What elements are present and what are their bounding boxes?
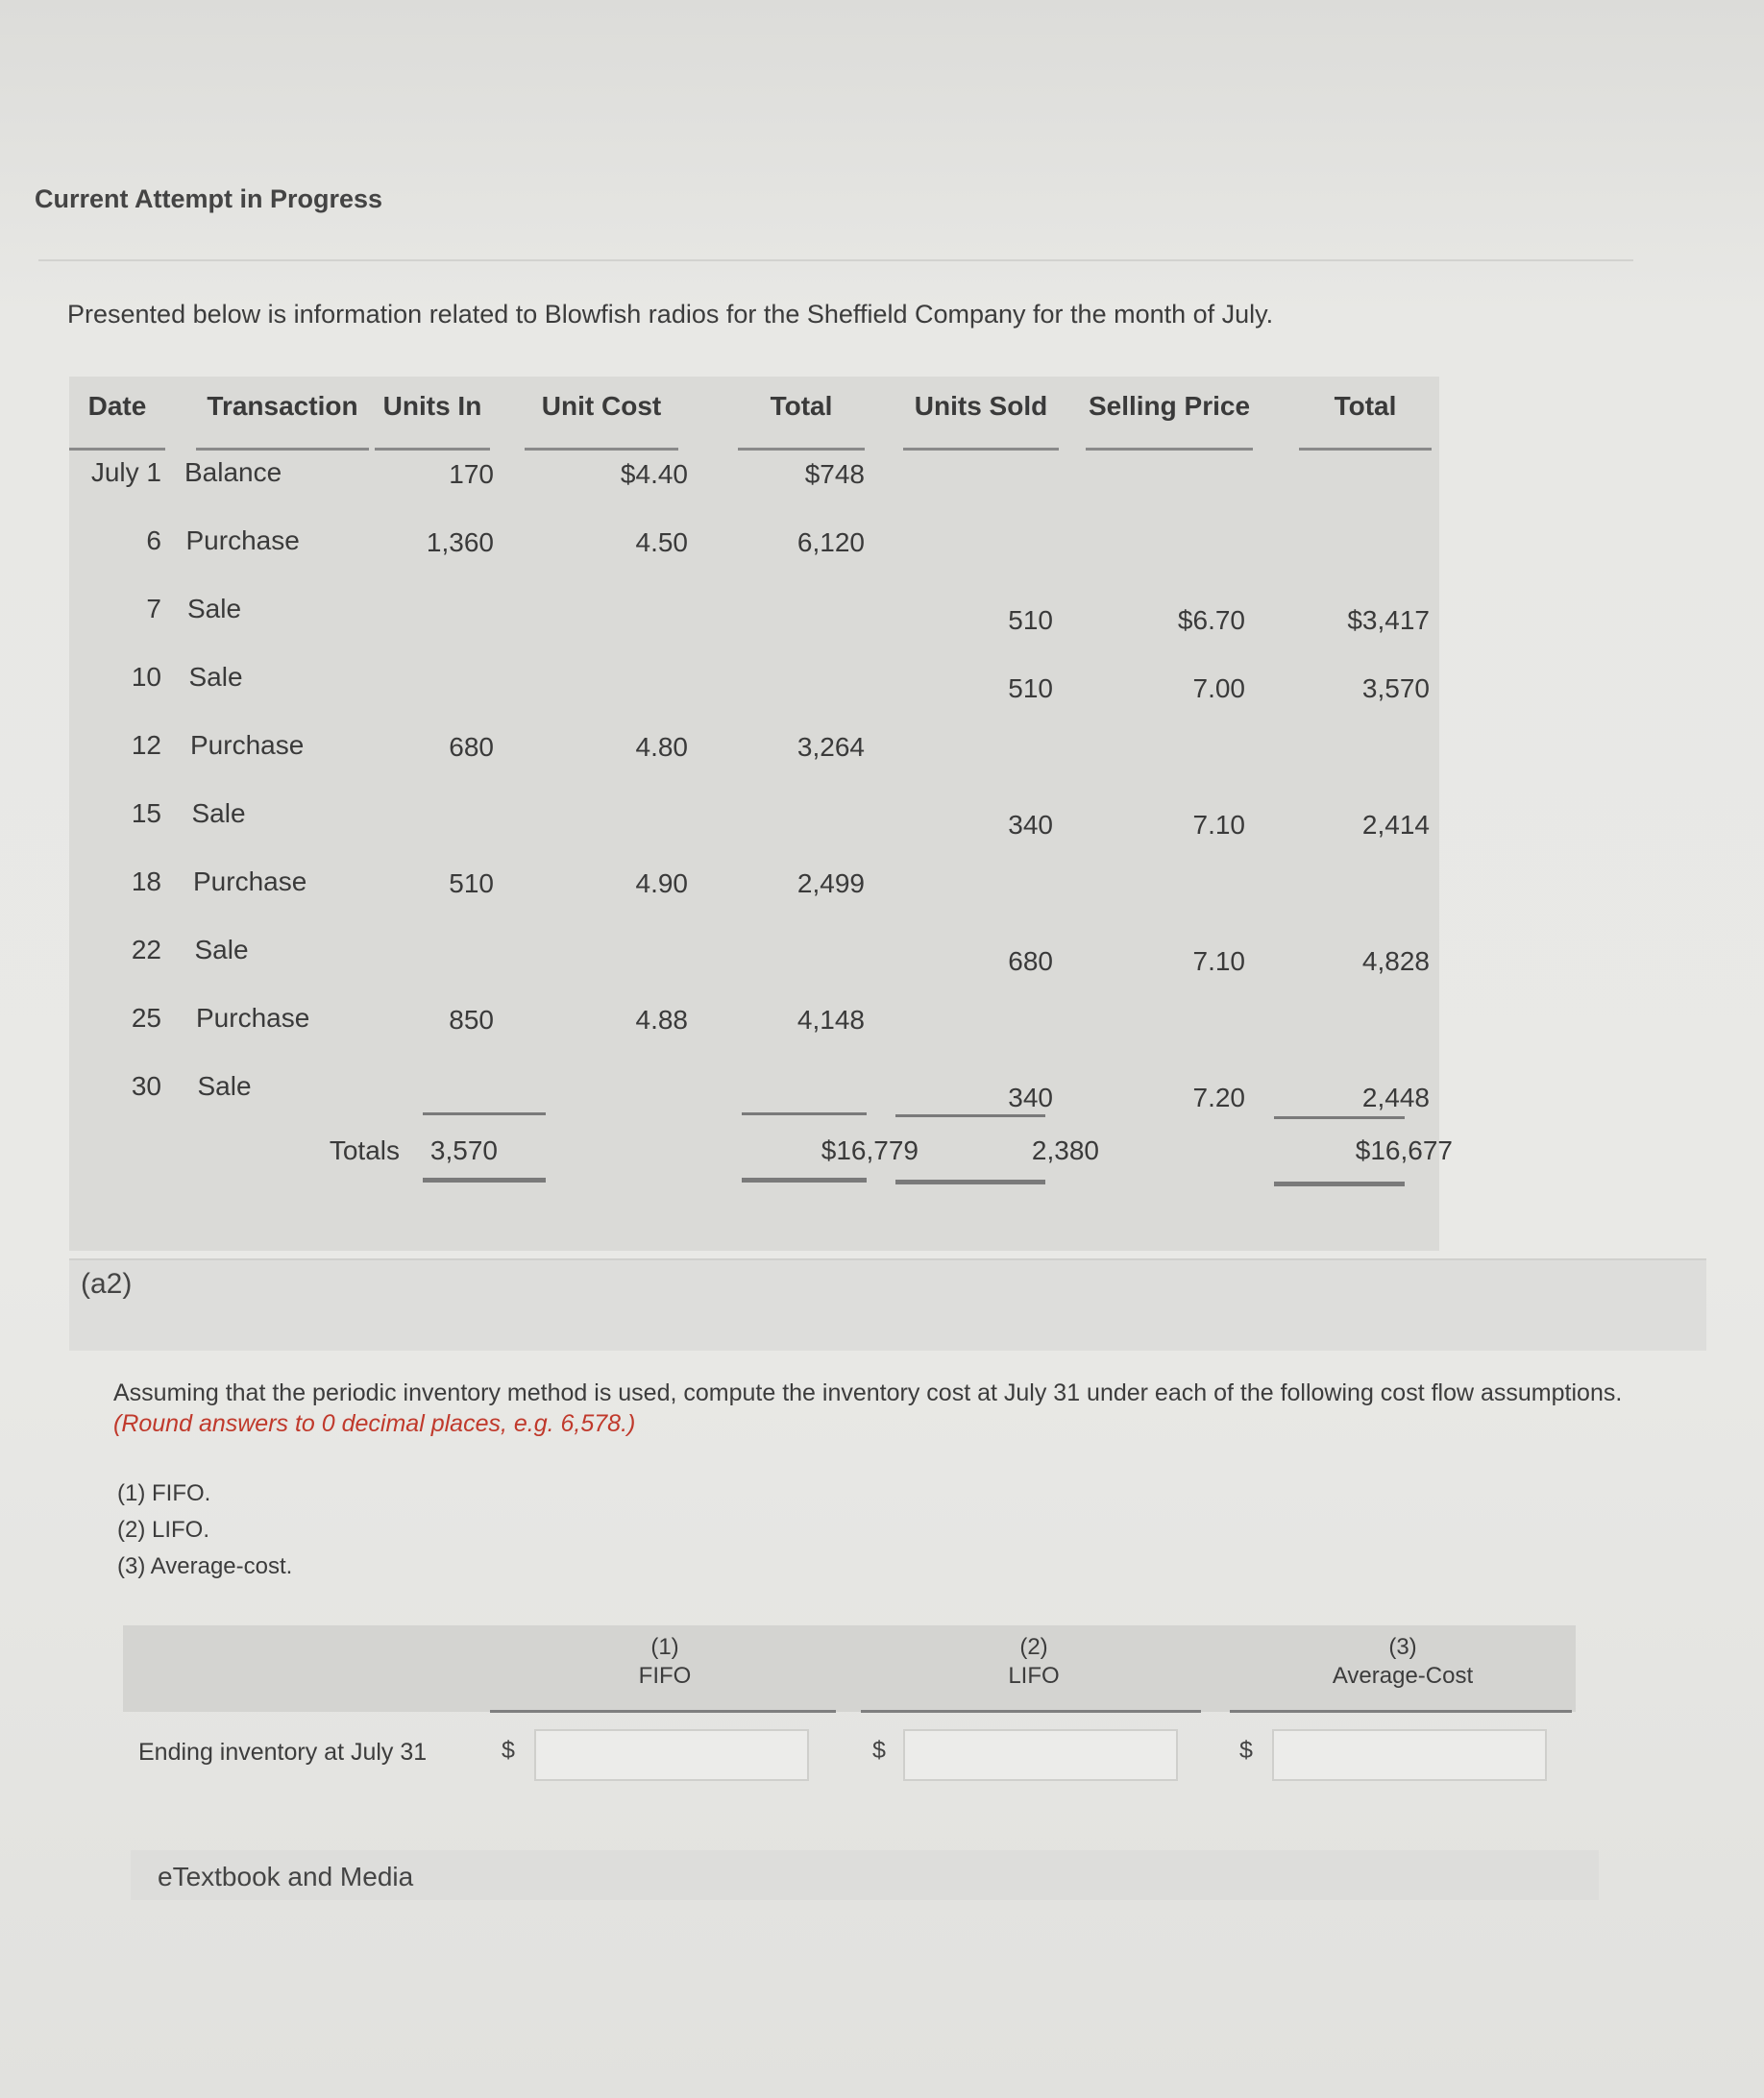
column-number: (1)	[650, 1634, 679, 1660]
currency-symbol: $	[502, 1737, 515, 1764]
cell-total-sales: $3,417	[1347, 605, 1430, 635]
header-units-in: Units In	[375, 377, 490, 451]
header-selling-price: Selling Price	[1086, 377, 1253, 451]
cell-date: 10	[131, 662, 161, 692]
column-underline	[490, 1710, 836, 1713]
cell-transaction: Sale	[191, 798, 246, 828]
total-double-rule	[1274, 1182, 1405, 1186]
problem-intro: Presented below is information related to Blowfish radios for the Sheffield Company for the month of July.	[67, 300, 1274, 329]
cell-units-in: 170	[449, 459, 494, 489]
cell-date: 30	[131, 1071, 161, 1101]
column-name: FIFO	[638, 1663, 692, 1689]
cell-date: 12	[131, 730, 161, 760]
header-transaction: Transaction	[196, 377, 369, 451]
cell-total-cost: 2,499	[796, 868, 865, 898]
cell-transaction: Purchase	[185, 525, 300, 555]
cell-unit-cost: 4.80	[635, 732, 688, 762]
cell-date: 6	[146, 525, 161, 555]
cell-units-sold: 510	[1008, 605, 1053, 635]
lifo-answer-input[interactable]	[903, 1729, 1178, 1781]
cell-total-sales: 2,414	[1361, 810, 1430, 840]
header-unit-cost: Unit Cost	[525, 377, 678, 451]
ending-inventory-label: Ending inventory at July 31	[138, 1739, 428, 1766]
total-rule	[423, 1112, 546, 1115]
total-double-rule	[423, 1178, 546, 1183]
total-units-in: 3,570	[429, 1135, 498, 1165]
cell-selling-price: 7.10	[1192, 946, 1245, 976]
cell-units-sold: 340	[1008, 810, 1053, 840]
method-average: (3) Average-cost.	[117, 1553, 293, 1579]
question-body: Assuming that the periodic inventory method is used, compute the inventory cost at July 31 under each of the following cost flow assumptions.	[113, 1379, 1623, 1406]
etextbook-link[interactable]	[131, 1850, 1599, 1900]
cell-date: 7	[146, 594, 161, 623]
etextbook-label: eTextbook and Media	[158, 1862, 414, 1891]
cell-units-in: 680	[449, 732, 494, 762]
cell-units-sold: 680	[1008, 946, 1053, 976]
cell-units-in: 1,360	[426, 527, 494, 557]
total-rule	[1274, 1116, 1405, 1119]
cell-total-cost: $748	[804, 459, 865, 489]
total-double-rule	[742, 1178, 867, 1183]
column-number: (3)	[1388, 1634, 1417, 1660]
methods-list	[117, 1476, 292, 1585]
cell-date: July 1	[90, 457, 161, 487]
header-units-sold: Units Sold	[903, 377, 1059, 451]
fifo-answer-input[interactable]	[534, 1729, 809, 1781]
page-title: Current Attempt in Progress	[35, 184, 383, 213]
header-total-sales: Total	[1299, 377, 1432, 451]
cell-total-cost: 4,148	[796, 1005, 865, 1035]
cell-date: 25	[131, 1003, 161, 1033]
total-cost: $16,779	[821, 1135, 919, 1165]
total-double-rule	[895, 1180, 1045, 1184]
cell-total-sales: 2,448	[1361, 1083, 1430, 1112]
part-label: (a2)	[81, 1268, 133, 1300]
cell-selling-price: 7.20	[1192, 1083, 1245, 1112]
column-name: Average-Cost	[1332, 1663, 1474, 1689]
column-number: (2)	[1019, 1634, 1048, 1660]
cell-unit-cost: 4.90	[635, 868, 688, 898]
header-date: Date	[69, 377, 165, 451]
cell-unit-cost: $4.40	[620, 459, 688, 489]
cell-transaction: Sale	[197, 1071, 252, 1101]
cell-units-sold: 510	[1008, 673, 1053, 703]
cell-selling-price: $6.70	[1177, 605, 1245, 635]
total-sales: $16,677	[1355, 1135, 1453, 1165]
cell-units-in: 850	[449, 1005, 494, 1035]
cell-unit-cost: 4.50	[635, 527, 688, 557]
column-head-fifo	[530, 1633, 799, 1691]
cell-total-sales: 3,570	[1361, 673, 1430, 703]
cell-transaction: Purchase	[190, 730, 305, 760]
total-rule	[895, 1114, 1045, 1117]
cell-transaction: Sale	[194, 935, 249, 964]
cell-selling-price: 7.00	[1192, 673, 1245, 703]
total-rule	[742, 1112, 867, 1115]
cell-unit-cost: 4.88	[635, 1005, 688, 1035]
section-bar	[69, 1258, 1706, 1351]
inventory-table	[69, 377, 1453, 1251]
cell-transaction: Balance	[184, 457, 282, 487]
column-head-lifo	[899, 1633, 1168, 1691]
method-fifo: (1) FIFO.	[117, 1480, 211, 1506]
cell-units-sold: 340	[1008, 1083, 1053, 1112]
currency-symbol: $	[872, 1737, 886, 1764]
column-underline	[861, 1710, 1201, 1713]
cell-selling-price: 7.10	[1192, 810, 1245, 840]
column-name: LIFO	[1008, 1663, 1060, 1689]
method-lifo: (2) LIFO.	[117, 1517, 210, 1543]
rounding-hint: (Round answers to 0 decimal places, e.g. 6,578.)	[113, 1410, 636, 1437]
column-underline	[1230, 1710, 1572, 1713]
cell-transaction: Sale	[187, 594, 242, 623]
cell-date: 22	[131, 935, 161, 964]
cell-total-cost: 6,120	[796, 527, 865, 557]
cell-date: 15	[131, 798, 161, 828]
average-cost-answer-input[interactable]	[1272, 1729, 1547, 1781]
header-total-cost: Total	[738, 377, 865, 451]
column-head-average-cost	[1268, 1633, 1537, 1691]
cell-total-sales: 4,828	[1361, 946, 1430, 976]
cell-total-cost: 3,264	[796, 732, 865, 762]
currency-symbol: $	[1239, 1737, 1253, 1764]
cell-transaction: Sale	[188, 662, 243, 692]
question-text	[113, 1378, 1631, 1439]
totals-label: Totals	[329, 1135, 400, 1165]
cell-transaction: Purchase	[193, 866, 307, 896]
cell-date: 18	[131, 866, 161, 896]
cell-units-in: 510	[449, 868, 494, 898]
total-units-sold: 2,380	[1031, 1135, 1099, 1165]
cell-transaction: Purchase	[196, 1003, 310, 1033]
